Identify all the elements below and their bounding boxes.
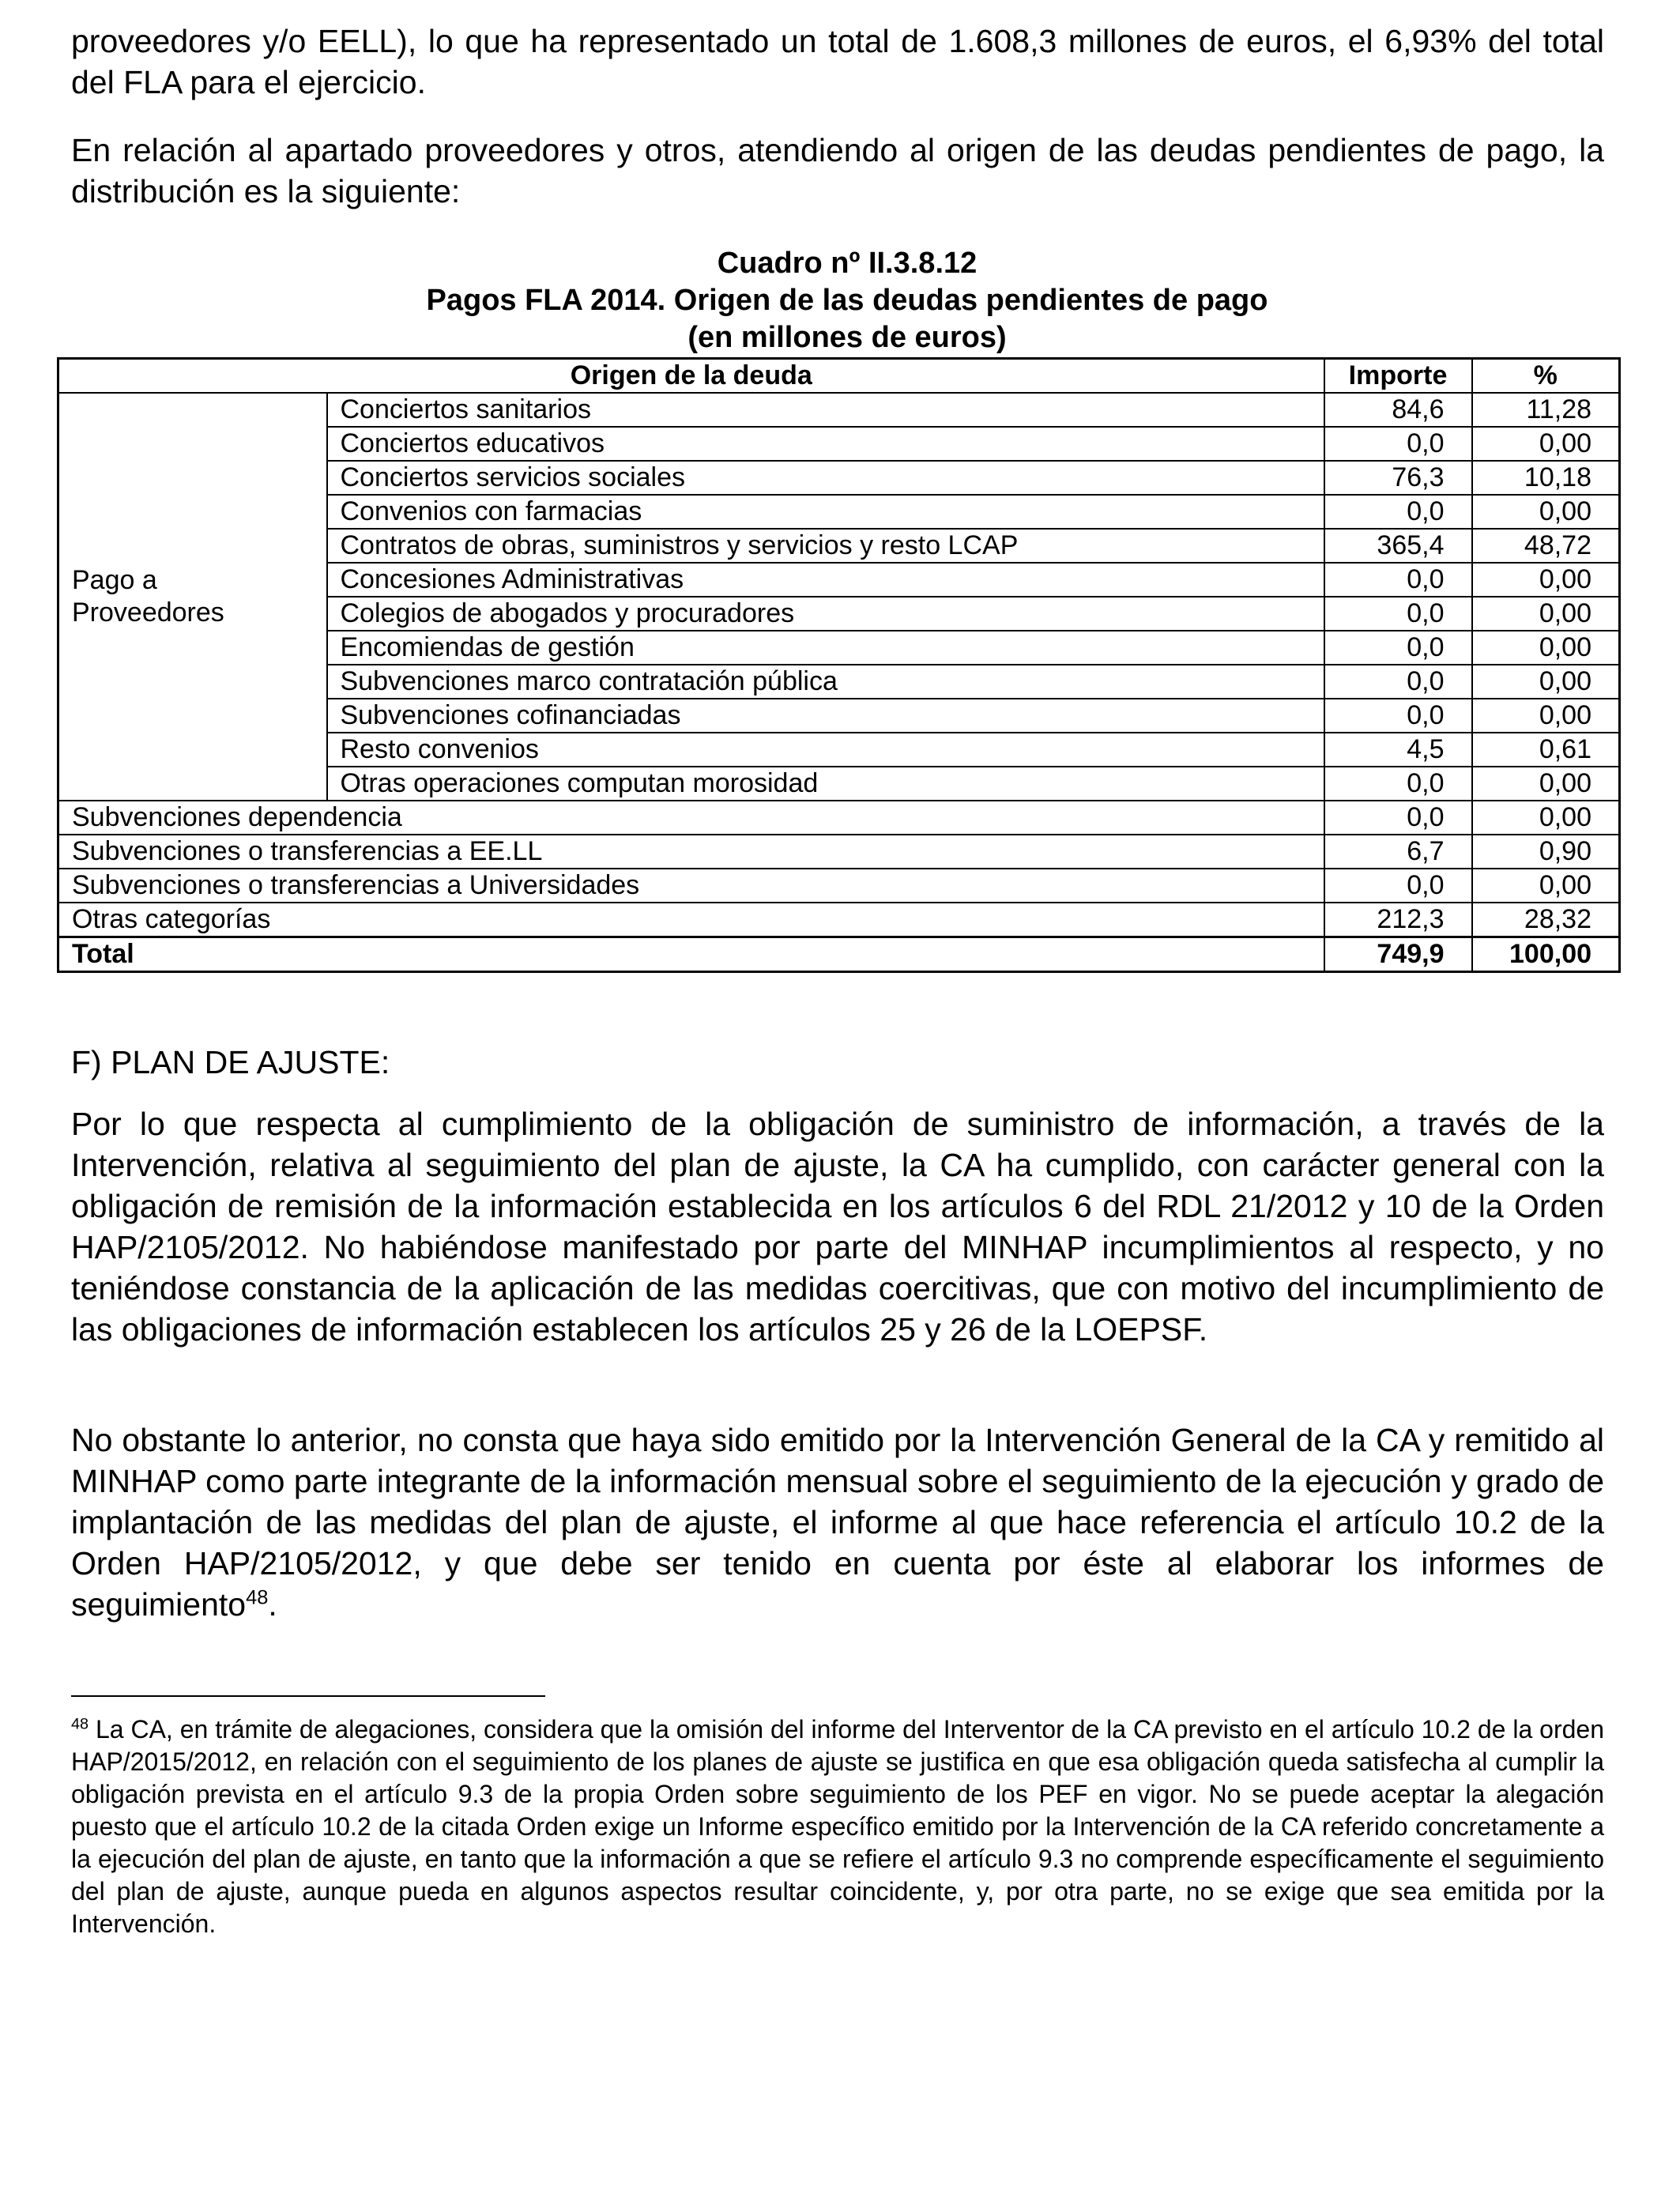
row-amount: 0,0	[1324, 597, 1472, 631]
body-paragraph-2-end: .	[268, 1586, 277, 1623]
row-percent: 0,90	[1472, 835, 1620, 869]
row-amount: 0,0	[1324, 699, 1472, 733]
row-label: Conciertos educativos	[327, 427, 1324, 461]
row-label: Concesiones Administrativas	[327, 563, 1324, 597]
row-label: Contratos de obras, suministros y servicios y resto LCAP	[327, 529, 1324, 563]
group-label-pago-proveedores: Pago a Proveedores	[58, 393, 327, 801]
row-amount: 76,3	[1324, 461, 1472, 495]
row-percent: 11,28	[1472, 393, 1620, 427]
row-amount: 0,0	[1324, 801, 1472, 835]
total-label: Total	[58, 937, 1324, 972]
total-percent: 100,00	[1472, 937, 1620, 972]
row-amount: 0,0	[1324, 495, 1472, 529]
intro-paragraph-2: En relación al apartado proveedores y otros, atendiendo al origen de las deudas pendientes de pago, la distribución es la siguiente:	[71, 132, 1604, 209]
row-percent: 28,32	[1472, 903, 1620, 937]
row-amount: 84,6	[1324, 393, 1472, 427]
footnote-reference: 48	[246, 1586, 269, 1609]
table-row	[58, 393, 1620, 427]
row-percent: 48,72	[1472, 529, 1620, 563]
table-row	[58, 801, 1620, 835]
row-percent: 0,00	[1472, 869, 1620, 903]
row-percent: 10,18	[1472, 461, 1620, 495]
row-percent: 0,00	[1472, 699, 1620, 733]
row-label: Otras categorías	[58, 903, 1324, 937]
header-percent: %	[1472, 359, 1620, 394]
table-title: Pagos FLA 2014. Origen de las deudas pendientes de pago	[426, 284, 1268, 317]
body-paragraph-2-text: No obstante lo anterior, no consta que haya sido emitido por la Intervención General de la CA y remitido al MINHAP como parte integrante de la información mensual sobre el seguimiento de la ejecución y grado de implantación de las medidas del plan de ajuste, el informe al que hace referencia el artículo 10.2 de la Orden HAP/2105/2012, y que debe ser tenido en cuenta por éste al elaborar los informes de seguimiento	[71, 1422, 1604, 1623]
row-amount: 0,0	[1324, 563, 1472, 597]
table-units: (en millones de euros)	[687, 321, 1007, 354]
footnote-divider	[71, 1695, 545, 1697]
row-percent: 0,00	[1472, 767, 1620, 801]
footnote	[71, 1713, 1604, 1940]
row-amount: 0,0	[1324, 631, 1472, 665]
row-percent: 0,00	[1472, 597, 1620, 631]
body-paragraph-2	[71, 1419, 1604, 1625]
table-number: Cuadro nº II.3.8.12	[717, 247, 977, 280]
table-total-row	[58, 937, 1620, 972]
section-heading: F) PLAN DE AJUSTE:	[71, 1044, 390, 1080]
row-amount: 0,0	[1324, 869, 1472, 903]
row-amount: 365,4	[1324, 529, 1472, 563]
row-percent: 0,61	[1472, 733, 1620, 767]
body-paragraph-1: Por lo que respecta al cumplimiento de la obligación de suministro de información, a través de la Intervención, relativa al seguimiento del plan de ajuste, la CA ha cumplido, con carácter general con la obligación de remisión de la información establecida en los artículos 6 del RDL 21/2012 y 10 de la Orden HAP/2105/2012. No habiéndose manifestado por parte del MINHAP incumplimientos al respecto, y no teniéndose constancia de la aplicación de las medidas coercitivas, que con motivo del incumplimiento de las obligaciones de información establecen los artículos 25 y 26 de la LOEPSF.	[71, 1106, 1604, 1348]
footnote-text: La CA, en trámite de alegaciones, considera que la omisión del informe del Interventor de la CA previsto en el artículo 10.2 de la orden HAP/2015/2012, en relación con el seguimiento de los planes de ajuste se justifica en que esa obligación queda satisfecha al cumplir la obligación prevista en el artículo 9.3 de la propia Orden sobre seguimiento de los PEF en vigor. No se puede aceptar la alegación puesto que el artículo 10.2 de la citada Orden exige un Informe específico emitido por la Intervención de la CA referido concretamente a la ejecución del plan de ajuste, en tanto que la información a que se refiere el artículo 9.3 no comprende específicamente el seguimiento del plan de ajuste, aunque pueda en algunos aspectos resultar coincidente, y, por otra parte, no se exige que sea emitida por la Intervención.	[71, 1715, 1604, 1938]
table-row	[58, 903, 1620, 937]
header-origin: Origen de la deuda	[58, 359, 1324, 394]
row-label: Conciertos sanitarios	[327, 393, 1324, 427]
row-label: Colegios de abogados y procuradores	[327, 597, 1324, 631]
row-percent: 0,00	[1472, 631, 1620, 665]
row-amount: 212,3	[1324, 903, 1472, 937]
row-label: Resto convenios	[327, 733, 1324, 767]
table-row	[58, 835, 1620, 869]
debt-origin-table	[57, 357, 1621, 973]
row-label: Subvenciones dependencia	[58, 801, 1324, 835]
row-label: Conciertos servicios sociales	[327, 461, 1324, 495]
row-label: Subvenciones o transferencias a EE.LL	[58, 835, 1324, 869]
row-label: Otras operaciones computan morosidad	[327, 767, 1324, 801]
total-amount: 749,9	[1324, 937, 1472, 972]
row-amount: 4,5	[1324, 733, 1472, 767]
row-percent: 0,00	[1472, 665, 1620, 699]
table-row	[58, 869, 1620, 903]
row-label: Convenios con farmacias	[327, 495, 1324, 529]
header-amount: Importe	[1324, 359, 1472, 394]
row-label: Subvenciones marco contratación pública	[327, 665, 1324, 699]
row-label: Subvenciones cofinanciadas	[327, 699, 1324, 733]
row-percent: 0,00	[1472, 563, 1620, 597]
row-percent: 0,00	[1472, 801, 1620, 835]
row-percent: 0,00	[1472, 495, 1620, 529]
row-label: Subvenciones o transferencias a Universidades	[58, 869, 1324, 903]
table-header-row	[58, 359, 1620, 394]
footnote-number: 48	[71, 1715, 89, 1733]
row-amount: 0,0	[1324, 767, 1472, 801]
row-amount: 0,0	[1324, 665, 1472, 699]
row-amount: 6,7	[1324, 835, 1472, 869]
intro-paragraph-1: proveedores y/o EELL), lo que ha representado un total de 1.608,3 millones de euros, el 6,93% del total del FLA para el ejercicio.	[71, 23, 1604, 100]
row-amount: 0,0	[1324, 427, 1472, 461]
row-label: Encomiendas de gestión	[327, 631, 1324, 665]
row-percent: 0,00	[1472, 427, 1620, 461]
